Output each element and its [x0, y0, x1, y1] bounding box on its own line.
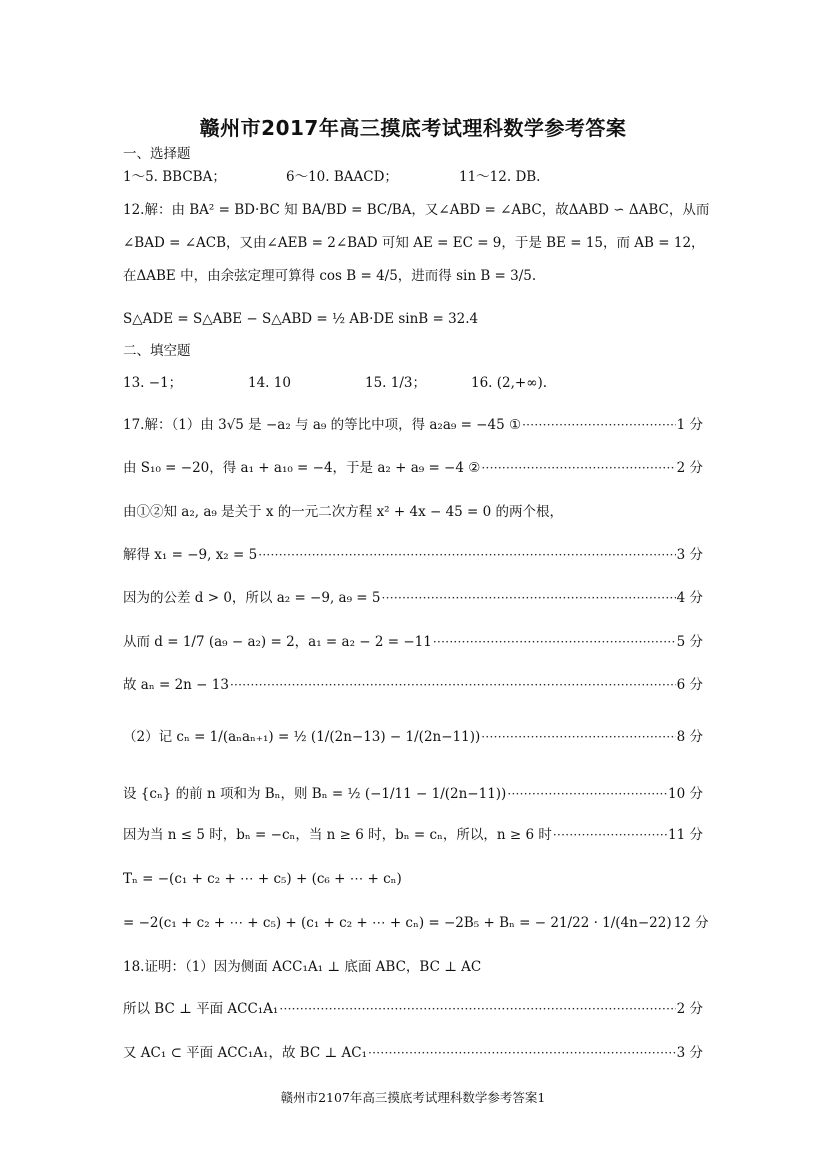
solution-text: S△ADE = S△ABE − S△ABD = ½ AB·DE sinB = 32.4 — [123, 311, 479, 327]
solution-text: 解得 x₁ = −9, x₂ = 5 — [123, 547, 258, 563]
q17-line — [123, 671, 703, 699]
solution-text: 因为的公差 d > 0，所以 a₂ = −9, a₉ = 5 — [123, 590, 381, 606]
dot-leader — [279, 995, 675, 1023]
solution-text: 18.证明：（1）因为侧面 ACC₁A₁ ⊥ 底面 ABC，BC ⊥ AC — [123, 959, 482, 975]
solution-text: 12.解：由 BA² = BD·BC 知 BA/BD = BC/BA，又∠ABD = ∠ABC，故ΔABD ∽ ΔABC，从而 — [123, 202, 710, 218]
solution-text: 所以 BC ⊥ 平面 ACC₁A₁ — [123, 1001, 279, 1017]
section-label: 二、填空题 — [123, 343, 191, 359]
choice-answer: 6～10. BAACD； — [286, 169, 398, 185]
fill-answer: 13. −1； — [123, 375, 183, 391]
fill-answer: 16. (2,+∞). — [471, 375, 548, 391]
fill-answers-row — [123, 369, 703, 397]
score: 3 分 — [676, 547, 703, 563]
score: 6 分 — [676, 677, 703, 693]
q18-line — [123, 995, 703, 1023]
q12-line — [123, 229, 703, 257]
section-heading-fill — [123, 337, 703, 365]
page-footer: 赣州市2107年高三摸底考试理科数学参考答案1 — [280, 1090, 546, 1105]
solution-text: 又 AC₁ ⊂ 平面 ACC₁A₁，故 BC ⊥ AC₁ — [123, 1045, 368, 1061]
section-label: 一、选择题 — [123, 146, 191, 162]
solution-text: = −2(c₁ + c₂ + ⋯ + c₅) + (c₁ + c₂ + ⋯ + cₙ) = −2B₅ + Bₙ = − 21/22 · 1/(4n−22) — [123, 915, 672, 931]
q17-line — [123, 723, 703, 751]
dot-leader — [433, 628, 676, 656]
dot-leader — [258, 541, 675, 569]
q17-line — [123, 780, 703, 808]
dot-leader — [481, 723, 675, 751]
solution-text: 由 S₁₀ = −20，得 a₁ + a₁₀ = −4，于是 a₂ + a₉ = −4 ② — [123, 460, 481, 476]
q12-line — [123, 196, 710, 224]
fill-answer: 14. 10 — [248, 375, 291, 391]
score: 8 分 — [676, 729, 703, 745]
dot-leader — [230, 671, 676, 699]
solution-text: 设 {cₙ} 的前 n 项和为 Bₙ，则 Bₙ = ½ (−1/11 − 1/(2n−11)) — [123, 786, 507, 802]
choice-answer: 1～5. BBCBA； — [123, 169, 226, 185]
q17-line — [123, 411, 703, 439]
score: 12 分 — [673, 915, 709, 931]
dot-leader — [382, 584, 676, 612]
q17-line — [123, 584, 703, 612]
q17-line — [123, 909, 709, 937]
choice-answers-row — [123, 163, 703, 191]
q17-line — [123, 865, 703, 893]
score: 10 分 — [668, 786, 703, 802]
q17-line — [123, 454, 703, 482]
score: 3 分 — [676, 1045, 703, 1061]
q18-line — [123, 1039, 703, 1067]
choice-answer: 11～12. DB. — [459, 169, 541, 185]
solution-text: 因为当 n ≤ 5 时，bₙ = −cₙ，当 n ≥ 6 时，bₙ = cₙ，所以，n ≥ 6 时 — [123, 827, 552, 843]
score: 5 分 — [676, 634, 703, 650]
solution-text: 在ΔABE 中，由余弦定理可算得 cos B = 4/5，进而得 sin B = 3/5. — [123, 268, 537, 284]
solution-text: 17.解：（1）由 3√5 是 −a₂ 与 a₉ 的等比中项，得 a₂a₉ = −45 ① — [123, 417, 522, 433]
solution-text: （2）记 cₙ = 1/(aₙaₙ₊₁) = ½ (1/(2n−13) − 1/(2n−11)) — [123, 729, 481, 745]
score: 1 分 — [676, 417, 703, 433]
solution-text: Tₙ = −(c₁ + c₂ + ⋯ + c₅) + (c₆ + ⋯ + cₙ) — [123, 871, 402, 887]
score: 2 分 — [676, 1001, 703, 1017]
solution-text: 故 aₙ = 2n − 13 — [123, 677, 229, 693]
q18-line — [123, 953, 703, 981]
solution-text: 由①②知 a₂, a₉ 是关于 x 的一元二次方程 x² + 4x − 45 = 0 的两个根， — [123, 504, 564, 520]
dot-leader — [522, 411, 676, 439]
q17-line — [123, 821, 703, 849]
dot-leader — [368, 1039, 676, 1067]
q12-line — [123, 305, 703, 333]
fill-answer: 15. 1/3； — [365, 375, 426, 391]
q12-line — [123, 262, 703, 290]
score: 4 分 — [676, 590, 703, 606]
score: 11 分 — [668, 827, 703, 843]
dot-leader — [507, 780, 667, 808]
solution-text: 从而 d = 1/7 (a₉ − a₂) = 2，a₁ = a₂ − 2 = −11 — [123, 634, 432, 650]
dot-leader — [481, 454, 675, 482]
q17-line — [123, 628, 703, 656]
page-title: 赣州市2017年高三摸底考试理科数学参考答案 — [199, 116, 627, 140]
q17-line — [123, 498, 703, 526]
score: 2 分 — [676, 460, 703, 476]
solution-text: ∠BAD = ∠ACB，又由∠AEB = 2∠BAD 可知 AE = EC = 9，于是 BE = 15，而 AB = 12， — [123, 235, 705, 251]
dot-leader — [553, 821, 667, 849]
q17-line — [123, 541, 703, 569]
